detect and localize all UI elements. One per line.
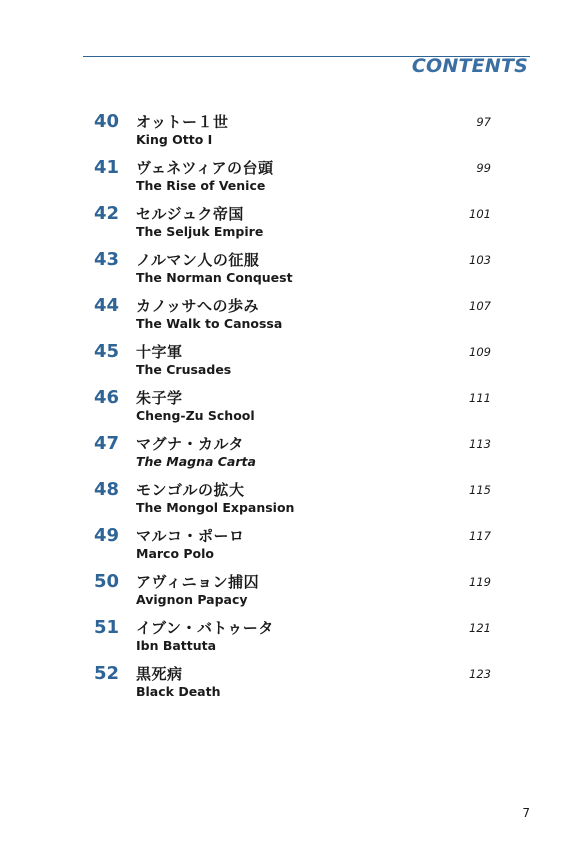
chapter-title-jp: ヴェネツィアの台頭 bbox=[136, 159, 274, 177]
chapter-page: 101 bbox=[469, 207, 491, 221]
chapter-title-en: Marco Polo bbox=[136, 546, 215, 561]
toc-entry[interactable] bbox=[0, 433, 587, 479]
chapter-title-jp: カノッサへの歩み bbox=[136, 297, 259, 315]
chapter-page: 109 bbox=[469, 345, 491, 359]
chapter-page: 99 bbox=[476, 161, 491, 175]
toc-entry[interactable] bbox=[0, 157, 587, 203]
chapter-title-en: The Mongol Expansion bbox=[136, 500, 295, 515]
chapter-title-en: The Norman Conquest bbox=[136, 270, 293, 285]
chapter-number: 50 bbox=[94, 571, 120, 592]
chapter-number: 40 bbox=[94, 111, 120, 132]
chapter-number: 43 bbox=[94, 249, 120, 270]
chapter-title-jp: マルコ・ポーロ bbox=[136, 527, 245, 545]
chapter-title-jp: 朱子学 bbox=[136, 389, 183, 407]
chapter-page: 97 bbox=[476, 115, 491, 129]
chapter-title-jp: オットー１世 bbox=[136, 113, 229, 131]
chapter-page: 119 bbox=[469, 575, 491, 589]
chapter-number: 47 bbox=[94, 433, 120, 454]
contents-title: CONTENTS bbox=[411, 55, 528, 77]
chapter-page: 111 bbox=[469, 391, 491, 405]
chapter-title-jp: 黒死病 bbox=[136, 665, 183, 683]
chapter-title-en: Cheng-Zu School bbox=[136, 408, 255, 423]
chapter-number: 42 bbox=[94, 203, 120, 224]
toc-entry[interactable] bbox=[0, 479, 587, 525]
chapter-number: 44 bbox=[94, 295, 120, 316]
toc-entry[interactable] bbox=[0, 295, 587, 341]
chapter-page: 107 bbox=[469, 299, 491, 313]
chapter-page: 123 bbox=[469, 667, 491, 681]
chapter-number: 48 bbox=[94, 479, 120, 500]
toc-entry[interactable] bbox=[0, 249, 587, 295]
chapter-number: 51 bbox=[94, 617, 120, 638]
toc-entry[interactable] bbox=[0, 571, 587, 617]
chapter-page: 121 bbox=[469, 621, 491, 635]
chapter-title-en: The Crusades bbox=[136, 362, 232, 377]
chapter-title-en: The Rise of Venice bbox=[136, 178, 266, 193]
chapter-title-jp: 十字軍 bbox=[136, 343, 183, 361]
chapter-number: 45 bbox=[94, 341, 120, 362]
toc-entry[interactable] bbox=[0, 111, 587, 157]
chapter-title-jp: イブン・バトゥータ bbox=[136, 619, 274, 637]
chapter-title-jp: モンゴルの拡大 bbox=[136, 481, 245, 499]
chapter-title-jp: ノルマン人の征服 bbox=[136, 251, 260, 269]
chapter-title-en: The Walk to Canossa bbox=[136, 316, 283, 331]
chapter-page: 113 bbox=[469, 437, 491, 451]
chapter-title-jp: マグナ・カルタ bbox=[136, 435, 244, 453]
chapter-number: 46 bbox=[94, 387, 120, 408]
table-of-contents bbox=[0, 111, 587, 709]
chapter-page: 115 bbox=[469, 483, 491, 497]
chapter-title-en: Ibn Battuta bbox=[136, 638, 217, 653]
chapter-number: 49 bbox=[94, 525, 120, 546]
chapter-title-en: Avignon Papacy bbox=[136, 592, 248, 607]
chapter-title-en: Black Death bbox=[136, 684, 221, 699]
chapter-title-jp: セルジュク帝国 bbox=[136, 205, 244, 223]
toc-entry[interactable] bbox=[0, 341, 587, 387]
toc-entry[interactable] bbox=[0, 663, 587, 709]
chapter-number: 52 bbox=[94, 663, 120, 684]
toc-entry[interactable] bbox=[0, 525, 587, 571]
chapter-title-en: The Seljuk Empire bbox=[136, 224, 264, 239]
chapter-title-en: The Magna Carta bbox=[136, 454, 256, 469]
toc-entry[interactable] bbox=[0, 203, 587, 249]
chapter-page: 103 bbox=[469, 253, 491, 267]
toc-entry[interactable] bbox=[0, 617, 587, 663]
page-number: 7 bbox=[522, 806, 530, 820]
chapter-title-en: King Otto I bbox=[136, 132, 213, 147]
toc-entry[interactable] bbox=[0, 387, 587, 433]
chapter-number: 41 bbox=[94, 157, 120, 178]
chapter-title-jp: アヴィニョン捕囚 bbox=[136, 573, 260, 591]
chapter-page: 117 bbox=[469, 529, 491, 543]
